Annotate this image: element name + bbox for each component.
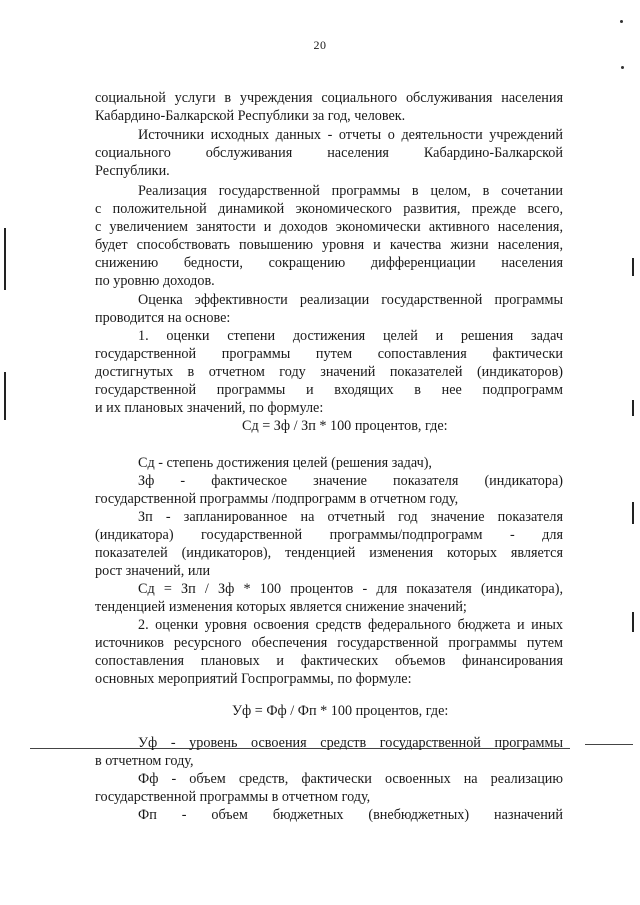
text-line: в отчетном году, — [95, 753, 194, 769]
text-line: Сд - степень достижения целей (решения задач), — [138, 455, 432, 471]
text-line: государственной программы /подпрограмм в отчетном году, — [95, 491, 459, 507]
text-line: с положительной динамикой экономического развития, прежде всего, — [95, 201, 563, 217]
text-line: государственной программы и входящих в нее подпрограмм — [95, 382, 563, 398]
text-line: источников ресурсного обеспечения государственной программы путем — [95, 635, 563, 651]
text-line: снижению бедности, сокращению дифференциации населения — [95, 255, 563, 271]
formula-uf: Уф = Фф / Фп * 100 процентов, где: — [232, 703, 449, 719]
text-line: 2. оценки уровня освоения средств федерального бюджета и иных — [138, 617, 563, 633]
text-line: Республики. — [95, 163, 170, 179]
text-line: Сд = Зп / Зф * 100 процентов - для показателя (индикатора), — [138, 581, 563, 597]
text-line: Зп - запланированное на отчетный год значение показателя — [138, 509, 563, 525]
text-line: основных мероприятий Госпрограммы, по формуле: — [95, 671, 412, 687]
page-number: 20 — [313, 38, 327, 52]
text-line: Оценка эффективности реализации государственной программы — [138, 292, 563, 308]
text-line: государственной программы путем сопоставления фактически — [95, 346, 563, 362]
text-line: социальной услуги в учреждения социального обслуживания населения — [95, 90, 563, 106]
scan-edge-mark — [4, 372, 6, 420]
text-line: будет способствовать повышению уровня и качества жизни населения, — [95, 237, 563, 253]
text-line: Источники исходных данных - отчеты о деятельности учреждений — [138, 127, 563, 143]
scan-edge-mark — [632, 400, 634, 416]
text-line: социального обслуживания населения Кабардино-Балкарской — [95, 145, 563, 161]
text-line: Фф - объем средств, фактически освоенных на реализацию — [138, 771, 563, 787]
text-line: 1. оценки степени достижения целей и решения задач — [138, 328, 563, 344]
text-line: тенденцией изменения которых является снижение значений; — [95, 599, 467, 615]
text-line: Фп - объем бюджетных (внебюджетных) назначений — [138, 807, 563, 823]
text-line: Уф - уровень освоения средств государственной программы — [138, 735, 563, 751]
scan-edge-mark — [4, 228, 6, 290]
text-line: Кабардино-Балкарской Республики за год, человек. — [95, 108, 406, 124]
text-line: рост значений, или — [95, 563, 211, 579]
text-line: достигнутых в отчетном году значений показателей (индикаторов) — [95, 364, 563, 380]
scan-speck — [620, 20, 623, 23]
scan-rule-line — [585, 744, 633, 745]
text-line: с увеличением занятости и доходов экономически активного населения, — [95, 219, 563, 235]
text-line: сопоставления плановых и фактических объемов финансирования — [95, 653, 563, 669]
text-line: государственной программы в отчетном году, — [95, 789, 371, 805]
text-line: (индикатора) государственной программы/подпрограмм - для — [95, 527, 563, 543]
scan-edge-mark — [632, 612, 634, 632]
scan-speck — [621, 66, 624, 69]
text-line: и их плановых значений, по формуле: — [95, 400, 324, 416]
text-line: показателей (индикаторов), тенденцией изменения которых является — [95, 545, 563, 561]
scan-edge-mark — [632, 502, 634, 524]
text-line: проводится на основе: — [95, 310, 231, 326]
formula-sd: Сд = Зф / Зп * 100 процентов, где: — [242, 418, 448, 434]
text-line: Реализация государственной программы в целом, в сочетании — [138, 183, 563, 199]
scan-edge-mark — [632, 258, 634, 276]
text-line: по уровню доходов. — [95, 273, 215, 289]
text-line: Зф - фактическое значение показателя (индикатора) — [138, 473, 563, 489]
